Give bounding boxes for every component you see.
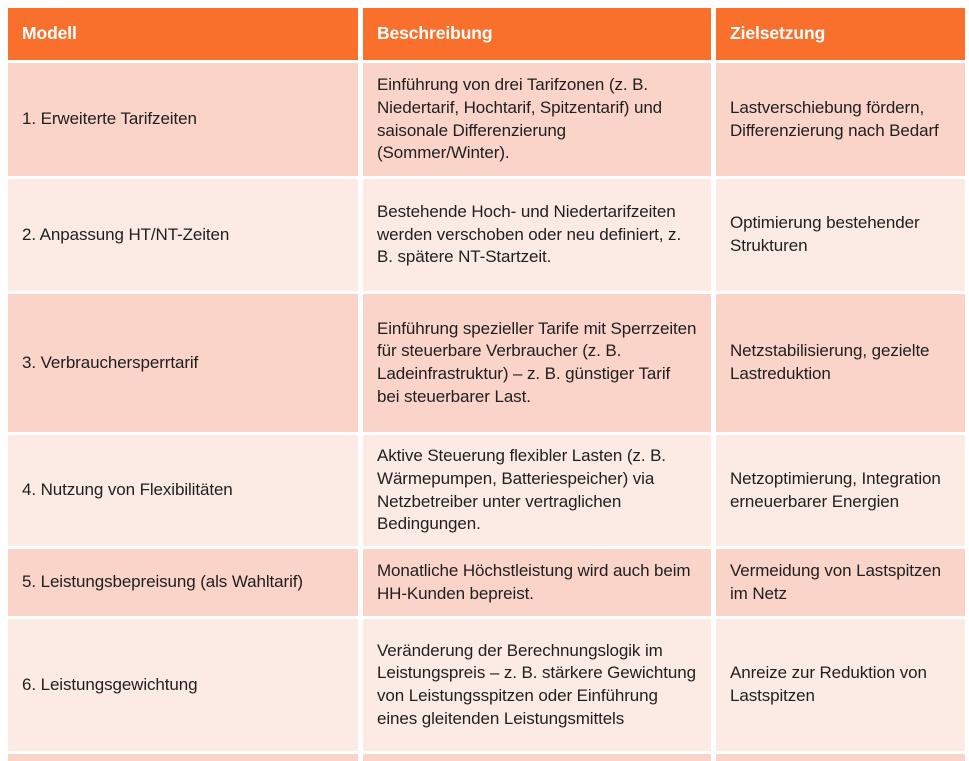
- modell-text: 2. Anpassung HT/NT-Zeiten: [22, 224, 230, 244]
- cell-beschreibung-row1: [363, 63, 711, 176]
- partial-row-cell: [8, 754, 358, 761]
- beschreibung-text: Einführung von drei Tarifzonen (z. B. Niedertarif, Hochtarif, Spitzentarif) und saisonale Differenzierung (Sommer/Winter).: [377, 75, 663, 163]
- header-cell-modell: [8, 8, 358, 60]
- beschreibung-text: Aktive Steuerung flexibler Lasten (z. B. Wärmepumpen, Batteriespeicher) via Netzbetreiber unter vertraglichen Bedingungen.: [377, 446, 666, 534]
- cell-modell-row2: [8, 179, 358, 291]
- beschreibung-text: Bestehende Hoch- und Niedertarifzeiten werden verschoben oder neu definiert, z. B. spätere NT-Startzeit.: [377, 202, 682, 267]
- cell-modell-row5: [8, 549, 358, 616]
- cell-modell-row4: [8, 435, 358, 546]
- cell-modell-row6: [8, 619, 358, 751]
- cell-zielsetzung-row2: [716, 179, 965, 291]
- partial-row-cell: [363, 754, 711, 761]
- cell-modell-row3: [8, 294, 358, 432]
- cell-zielsetzung-row4: [716, 435, 965, 546]
- cell-zielsetzung-row6: [716, 619, 965, 751]
- cell-zielsetzung-row1: [716, 63, 965, 176]
- zielsetzung-text: Vermeidung von Lastspitzen im Netz: [730, 560, 941, 603]
- modell-text: 1. Erweiterte Tarifzeiten: [22, 109, 197, 129]
- cell-beschreibung-row6: [363, 619, 711, 751]
- zielsetzung-text: Optimierung bestehender Strukturen: [730, 213, 920, 255]
- zielsetzung-text: Netzoptimierung, Integration erneuerbarer Energien: [730, 468, 941, 511]
- header-label-zielsetzung: Zielsetzung: [730, 23, 826, 44]
- cell-beschreibung-row5: [363, 549, 711, 616]
- cell-modell-row1: [8, 63, 358, 176]
- modell-text: 6. Leistungsgewichtung: [22, 674, 198, 694]
- zielsetzung-text: Lastverschiebung fördern, Differenzierung nach Bedarf: [730, 97, 939, 140]
- header-cell-beschreibung: [363, 8, 711, 60]
- cell-beschreibung-row2: [363, 179, 711, 291]
- modell-text: 4. Nutzung von Flexibilitäten: [22, 480, 233, 500]
- cell-beschreibung-row4: [363, 435, 711, 546]
- zielsetzung-text: Netzstabilisierung, gezielte Lastreduktion: [730, 341, 930, 383]
- modell-text: 5. Leistungsbepreisung (als Wahltarif): [22, 572, 303, 592]
- cell-zielsetzung-row5: [716, 549, 965, 616]
- modell-text: 3. Verbrauchersperrtarif: [22, 352, 199, 372]
- zielsetzung-text: Anreize zur Reduktion von Lastspitzen: [730, 663, 927, 705]
- header-label-beschreibung: Beschreibung: [377, 23, 493, 44]
- header-label-modell: Modell: [22, 23, 77, 44]
- cell-zielsetzung-row3: [716, 294, 965, 432]
- beschreibung-text: Veränderung der Berechnungslogik im Leistungspreis – z. B. stärkere Gewichtung von Leistungsspitzen oder Einführung eines gleitenden Leistungsmittels: [377, 640, 696, 728]
- partial-row-cell: [716, 754, 965, 761]
- beschreibung-text: Einführung spezieller Tarife mit Sperrzeiten für steuerbare Verbraucher (z. B. Ladeinfrastruktur) – z. B. günstiger Tarif bei steuerbarer Last.: [377, 318, 697, 406]
- header-cell-zielsetzung: [716, 8, 965, 60]
- cell-beschreibung-row3: [363, 294, 711, 432]
- beschreibung-text: Monatliche Höchstleistung wird auch beim HH-Kunden bepreist.: [377, 560, 691, 603]
